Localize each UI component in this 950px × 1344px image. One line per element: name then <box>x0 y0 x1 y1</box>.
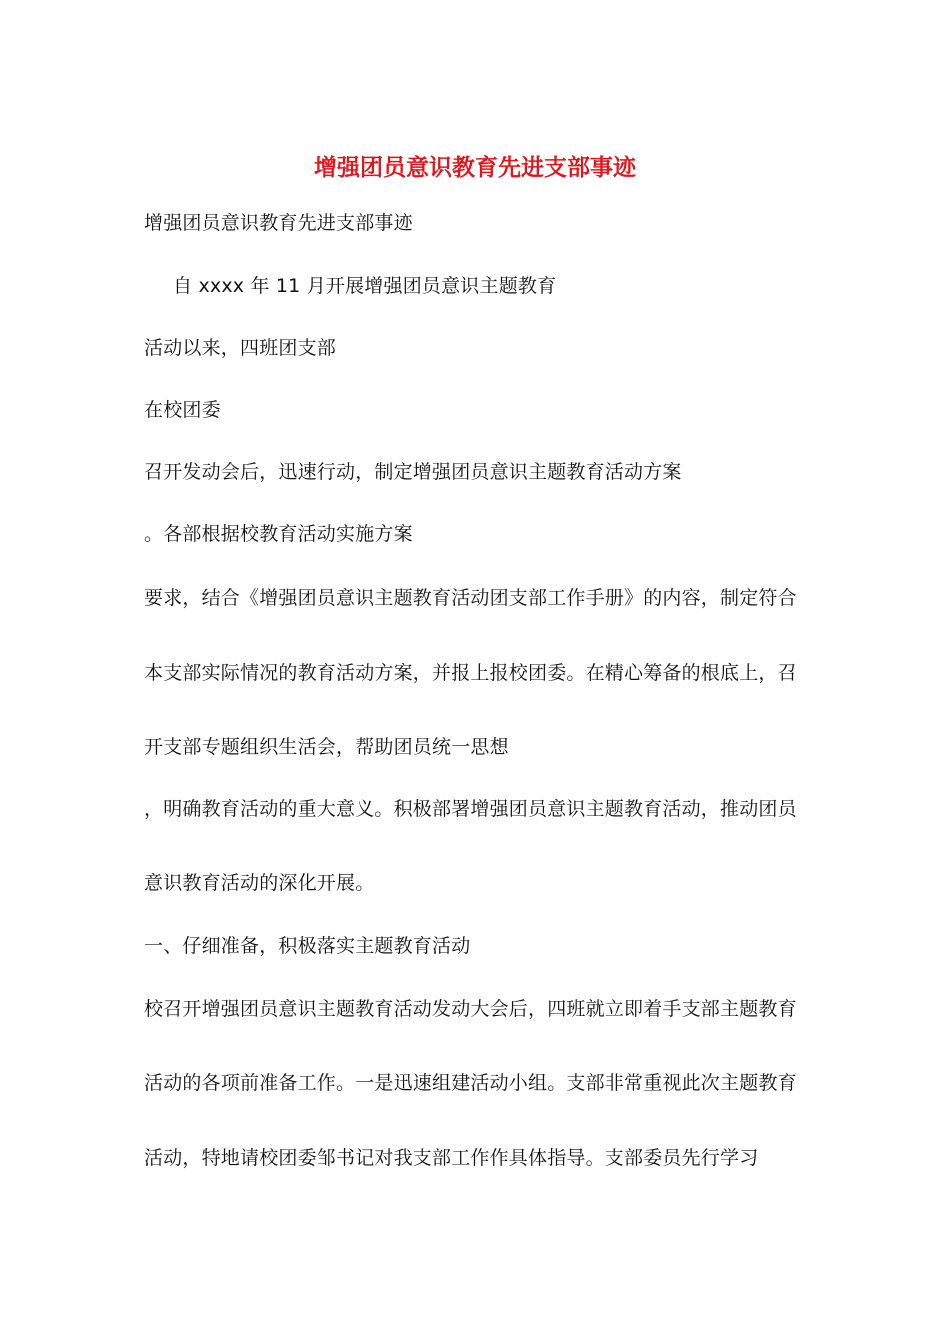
body-line-intro: 自 xxxx 年 11 月开展增强团员意识主题教育 <box>173 275 557 297</box>
body-line: 要求，结合《增强团员意识主题教育活动团支部工作手册》的内容，制定符合 <box>144 587 797 609</box>
body-line: 。各部根据校教育活动实施方案 <box>144 523 413 545</box>
body-line: 在校团委 <box>144 399 221 421</box>
body-line: 开支部专题组织生活会，帮助团员统一思想 <box>144 736 509 758</box>
body-line: ，明确教育活动的重大意义。积极部署增强团员意识主题教育活动，推动团员 <box>144 798 797 820</box>
body-line: 活动，特地请校团委邹书记对我支部工作作具体指导。支部委员先行学习 <box>144 1147 759 1169</box>
body-line: 活动的各项前准备工作。一是迅速组建活动小组。支部非常重视此次主题教育 <box>144 1072 797 1094</box>
document-title: 增强团员意识教育先进支部事迹 <box>314 154 636 181</box>
body-line-subtitle: 增强团员意识教育先进支部事迹 <box>144 212 413 234</box>
body-line: 校召开增强团员意识主题教育活动发动大会后，四班就立即着手支部主题教育 <box>144 998 797 1020</box>
body-line: 意识教育活动的深化开展。 <box>144 872 375 894</box>
body-line: 召开发动会后，迅速行动，制定增强团员意识主题教育活动方案 <box>144 461 682 483</box>
body-line: 本支部实际情况的教育活动方案，并报上报校团委。在精心筹备的根底上，召 <box>144 662 797 684</box>
section-heading: 一、仔细准备，积极落实主题教育活动 <box>144 935 471 957</box>
body-line: 活动以来，四班团支部 <box>144 337 337 359</box>
